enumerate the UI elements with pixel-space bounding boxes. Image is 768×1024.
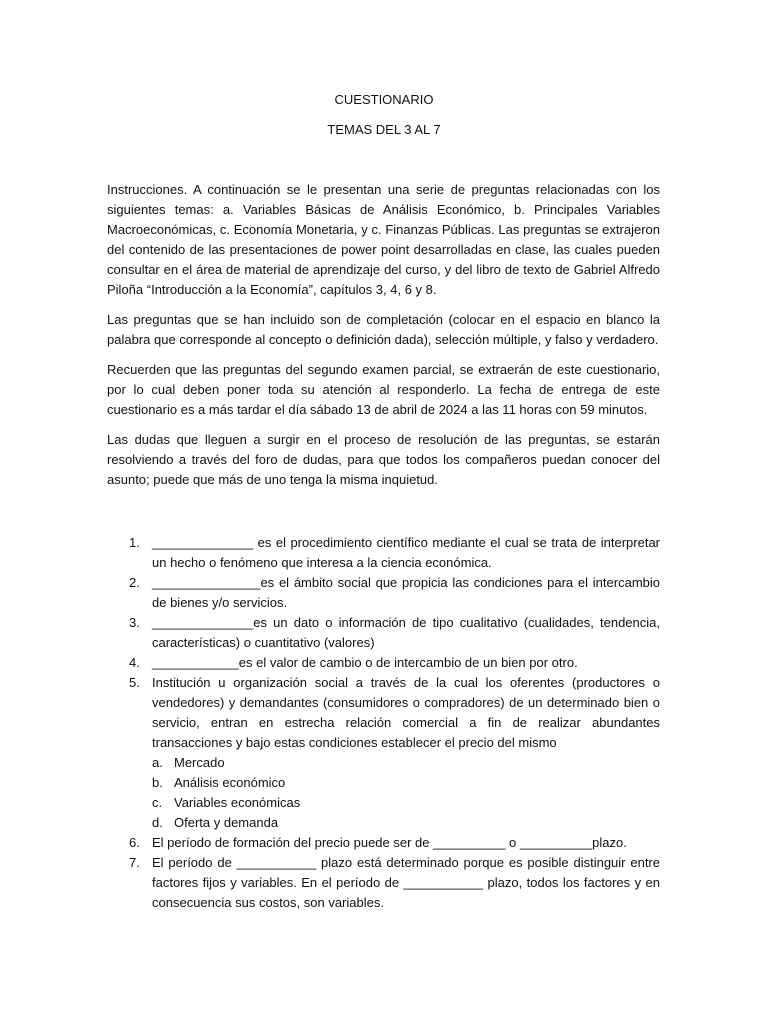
option-text: Análisis económico: [174, 775, 286, 790]
instructions-block: [107, 180, 660, 500]
paragraph-doubts: Las dudas que lleguen a surgir en el proceso de resolución de las preguntas, se estarán resolviendo a través del foro de dudas, para que todos los compañeros puedan conocer del asunto; puede que más de uno tenga la misma inquietud.: [107, 432, 660, 487]
question-item: [107, 533, 660, 573]
option-letter: d.: [152, 815, 163, 830]
paragraph-deadline: Recuerden que las preguntas del segundo examen parcial, se extraerán de este cuestionario, por lo cual deben poner toda su atención al responderlo. La fecha de entrega de este cuestionario es a más tardar el día sábado 13 de abril de 2024 a las 11 horas con 59 minutos.: [107, 362, 660, 417]
question-text: _______________es el ámbito social que propicia las condiciones para el intercambio de bienes y/o servicios.: [152, 575, 660, 610]
question-number: 3.: [129, 615, 140, 630]
question-item: [107, 573, 660, 613]
question-text: ______________ es el procedimiento científico mediante el cual se trata de interpretar un hecho o fenómeno que interesa a la ciencia económica.: [152, 535, 660, 570]
document-title: CUESTIONARIO: [334, 92, 434, 107]
option-letter: b.: [152, 775, 163, 790]
question-text: El período de formación del precio puede ser de __________ o __________plazo.: [152, 835, 627, 850]
option-list: [152, 753, 660, 833]
question-item: [107, 653, 660, 673]
paragraph-question-types: Las preguntas que se han incluido son de completación (colocar en el espacio en blanco la palabra que corresponde al concepto o definición dada), selección múltiple, y falso y verdadero.: [107, 312, 660, 347]
question-number: 1.: [129, 535, 140, 550]
option-item: [152, 813, 660, 833]
option-text: Variables económicas: [174, 795, 301, 810]
option-item: [152, 773, 660, 793]
document-subtitle: TEMAS DEL 3 AL 7: [327, 122, 441, 137]
question-item: [107, 613, 660, 653]
question-list: [107, 533, 660, 913]
option-item: [152, 793, 660, 813]
question-number: 5.: [129, 675, 140, 690]
question-number: 7.: [129, 855, 140, 870]
question-text: El período de ___________ plazo está determinado porque es posible distinguir entre factores fijos y variables. En el período de ___________ plazo, todos los factores y en consecuencia sus costos, son variables.: [152, 855, 660, 910]
question-item: [107, 853, 660, 913]
option-item: [152, 753, 660, 773]
question-number: 2.: [129, 575, 140, 590]
question-text: Institución u organización social a través de la cual los oferentes (productores o vendedores) y demandantes (consumidores o compradores) de un determinado bien o servicio, entran en estrecha relación comercial a fin de realizar abundantes transacciones y bajo estas condiciones establecer el precio del mismo: [152, 675, 660, 750]
question-item: [107, 833, 660, 853]
question-item: [107, 673, 660, 833]
question-text: ____________es el valor de cambio o de intercambio de un bien por otro.: [152, 655, 578, 670]
question-number: 4.: [129, 655, 140, 670]
paragraph-instructions: Instrucciones. A continuación se le presentan una serie de preguntas relacionadas con los siguientes temas: a. Variables Básicas de Análisis Económico, b. Principales Variables Macroeconómicas, c. Economía Monetaria, y c. Finanzas Públicas. Las preguntas se extrajeron del contenido de las presentaciones de power point desarrolladas en clase, las cuales pueden consultar en el área de material de aprendizaje del curso, y del libro de texto de Gabriel Alfredo Piloña “Introducción a la Economía”, capítulos 3, 4, 6 y 8.: [107, 182, 660, 297]
option-letter: c.: [152, 795, 163, 810]
question-text: ______________es un dato o información de tipo cualitativo (cualidades, tendencia, características) o cuantitativo (valores): [152, 615, 660, 650]
option-text: Oferta y demanda: [174, 815, 279, 830]
option-text: Mercado: [174, 755, 225, 770]
option-letter: a.: [152, 755, 163, 770]
question-number: 6.: [129, 835, 140, 850]
